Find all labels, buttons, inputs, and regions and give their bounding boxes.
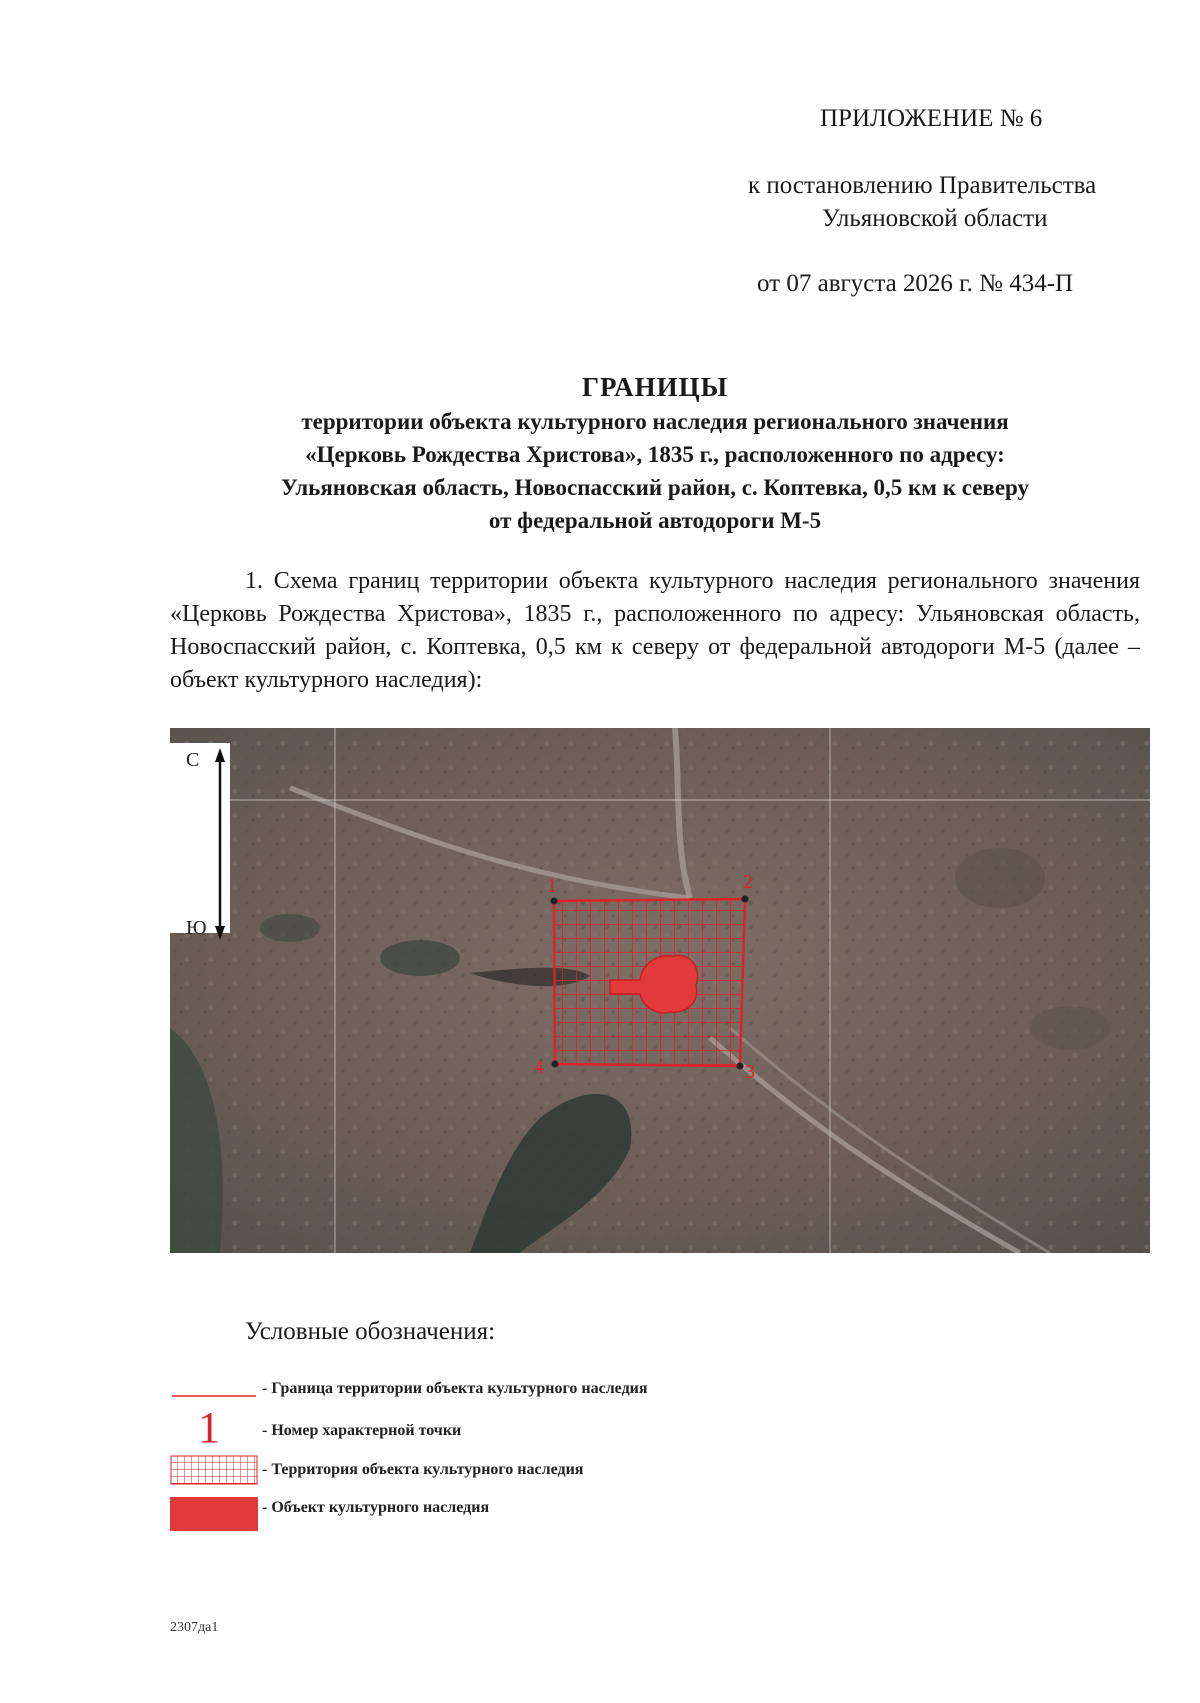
legend-item-boundary-text: - Граница территории объекта культурного наследия bbox=[262, 1380, 648, 1397]
title-line-3: Ульяновская область, Новоспасский район, с. Коптевка, 0,5 км к северу bbox=[280, 475, 1030, 500]
compass-north-label: С bbox=[186, 749, 200, 771]
boundary-map bbox=[170, 728, 1150, 1253]
legend-item-territory-text: - Территория объекта культурного наследия bbox=[262, 1461, 584, 1478]
compass-south-label: Ю bbox=[186, 917, 207, 939]
point-4-marker bbox=[552, 1061, 559, 1068]
title-line-1: территории объекта культурного наследия регионального значения bbox=[301, 409, 1009, 434]
legend-item-territory bbox=[170, 1455, 870, 1485]
territory-boundary bbox=[534, 871, 755, 1083]
point-4-label: 4 bbox=[534, 1056, 544, 1078]
resolution-reference-line1: к постановлению Правительства bbox=[748, 172, 1097, 199]
resolution-reference-line2: Ульяновской области bbox=[822, 205, 1048, 232]
document-code: 2307да1 bbox=[170, 1620, 219, 1635]
title-main: ГРАНИЦЫ bbox=[581, 372, 729, 402]
title-line-4: от федеральной автодороги М-5 bbox=[488, 508, 822, 533]
legend-item-object-text: - Объект культурного наследия bbox=[262, 1499, 490, 1516]
point-3-label: 3 bbox=[745, 1061, 755, 1083]
point-1-marker bbox=[551, 898, 558, 905]
legend-line-symbol bbox=[170, 1378, 258, 1402]
point-3-marker bbox=[737, 1063, 744, 1070]
scheme-paragraph-text: 1. Схема границ территории объекта культурного наследия регионального значения «Церковь Рождества Христова», 1835 г., расположенного по адресу: Ульяновская область, Новоспасский район, с. Коптевка, 0,5 км к северу от федеральной автодороги М-5 (далее – объект культурного наследия): bbox=[170, 568, 1140, 693]
legend-item-boundary bbox=[170, 1378, 870, 1402]
scheme-paragraph bbox=[170, 565, 1140, 697]
point-2-label: 2 bbox=[743, 871, 753, 893]
legend-fill-symbol bbox=[170, 1497, 258, 1531]
appendix-number: ПРИЛОЖЕНИЕ № 6 bbox=[820, 105, 1043, 132]
compass-arrow bbox=[170, 743, 230, 940]
legend-item-point-number-text: - Номер характерной точки bbox=[262, 1422, 462, 1439]
document-title bbox=[170, 370, 1140, 537]
resolution-date: от 07 августа 2026 г. № 434-П bbox=[757, 270, 1074, 297]
legend-grid-symbol bbox=[170, 1455, 258, 1485]
legend-item-object bbox=[170, 1497, 870, 1531]
point-1-label: 1 bbox=[547, 875, 557, 897]
point-2-marker bbox=[742, 896, 749, 903]
legend-number-symbol: 1 bbox=[198, 1403, 220, 1452]
legend-title: Условные обозначения: bbox=[245, 1318, 496, 1345]
title-line-2: «Церковь Рождества Христова», 1835 г., расположенного по адресу: bbox=[305, 442, 1005, 467]
legend-item-point-number bbox=[170, 1403, 870, 1452]
